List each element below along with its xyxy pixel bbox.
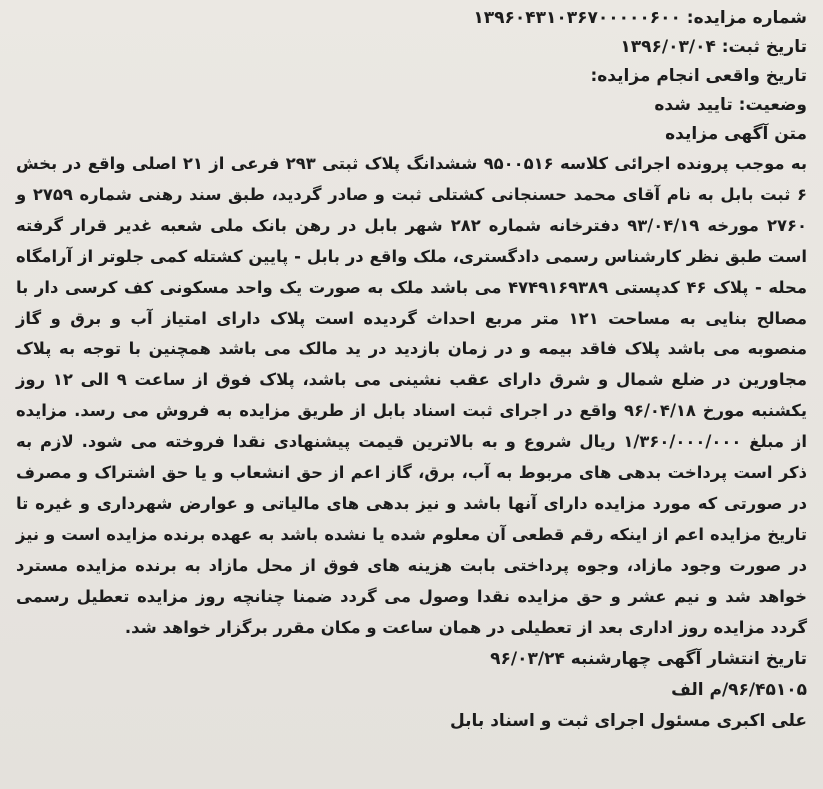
reference-number: ۹۶/۴۵۱۰۵/م الف [671, 679, 807, 700]
notice-text-title: متن آگهی مزایده [665, 124, 807, 144]
registration-date: تاریخ ثبت: ۱۳۹۶/۰۳/۰۴ [620, 37, 807, 57]
auction-number: شماره مزایده: ۱۳۹۶۰۴۳۱۰۳۶۷۰۰۰۰۰۶۰۰ [473, 8, 807, 28]
notice-body: به موجب پرونده اجرائی کلاسه ۹۵۰۰۵۱۶ ششدانگ پلاک ثبتی ۲۹۳ فرعی از ۲۱ اصلی واقع در بخش ۶ ثبت بابل به نام آقای محمد حسنجانی کشتلی ثبت و صادر گردید، طبق سند رهنی شماره ۲۷۵۹ و ۲۷۶۰ مورخه ۹۳/۰۴/۱۹ دفترخانه شماره ۲۸۲ شهر بابل در رهن بانک ملی شعبه غدیر قرار گرفته است طبق نظر کارشناس رسمی دادگستری، ملک واقع در بابل - پایین کشتله کمی جلوتر از آرامگاه محله - پلاک ۴۶ کدپستی ۴۷۴۹۱۶۹۳۸۹ می باشد ملک به صورت یک واحد مسکونی کف کرسی دار با مصالح بنایی به مساحت ۱۲۱ متر مربع احداث گردیده است پلاک دارای امتیاز آب و برق و گاز منصوبه می باشد پلاک فاقد بیمه و در زمان بازدید در ید مالک می باشد همچنین با توجه به پلاک مجاورین در ضلع شمال و شرق دارای عقب نشینی می باشد، پلاک فوق از ساعت ۹ الی ۱۲ روز یکشنبه مورخ ۹۶/۰۴/۱۸ واقع در اجرای ثبت اسناد بابل از طریق مزایده به فروش می رسد. مزایده از مبلغ ۱/۳۶۰/۰۰۰/۰۰۰ ریال شروع و به بالاترین قیمت پیشنهادی نقدا فروخته می شود. لازم به ذکر است پرداخت بدهی های مربوط به آب، برق، گاز اعم از حق انشعاب و یا حق اشتراک و مصرف در صورتی که مورد مزایده دارای آنها باشد و نیز بدهی های مالیاتی و عوارض شهرداری و غیره تا تاریخ مزایده اعم از اینکه رقم قطعی آن معلوم شده یا نشده باشد به عهده برنده مزایده است و نیز در صورت وجود مازاد، وجوه پرداختی بابت هزینه های فوق از محل مازاد به برنده مزایده مسترد خواهد شد و نیم عشر و حق مزایده نقدا وصول می گردد ضمنا چنانچه روز مزایده تعطیل رسمی گردد مزایده روز اداری بعد از تعطیلی در همان ساعت و مکان مقرر برگزار خواهد شد. [16, 154, 807, 637]
status: وضعیت: تایید شده [654, 95, 807, 115]
signature: علی اکبری مسئول اجرای ثبت و اسناد بابل [449, 710, 807, 731]
actual-auction-date: تاریخ واقعی انجام مزایده: [590, 66, 807, 86]
publish-date: تاریخ انتشار آگهی چهارشنبه ۹۶/۰۳/۲۴ [490, 648, 807, 669]
